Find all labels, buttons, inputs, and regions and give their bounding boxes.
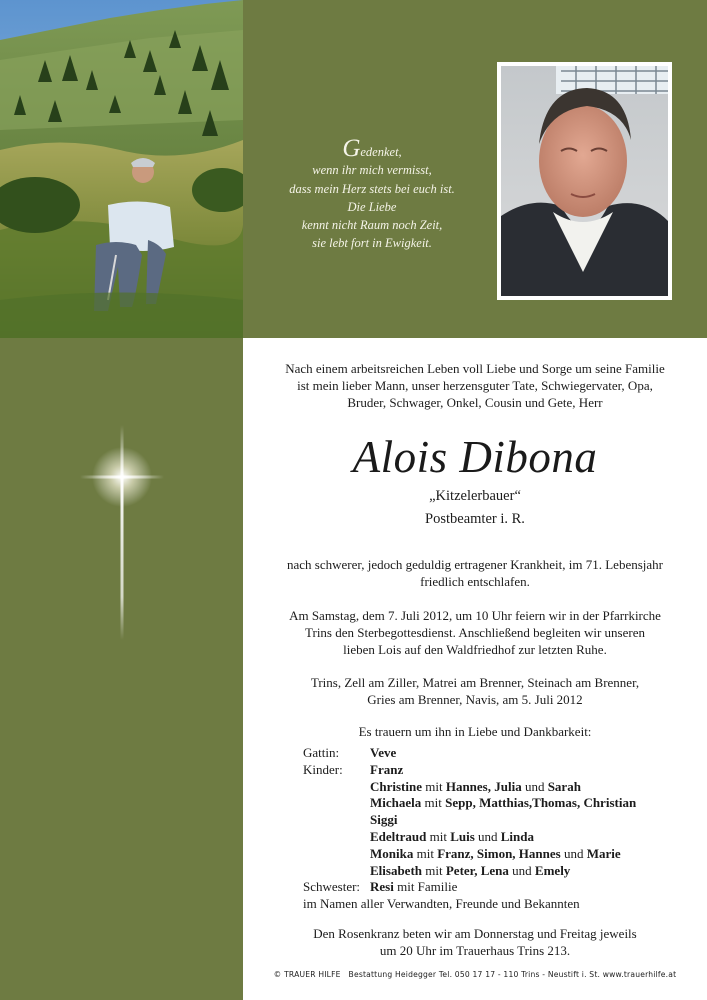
- deceased-name: Alois Dibona: [352, 432, 598, 482]
- portrait-photo: [497, 62, 672, 300]
- verse-first-rest: edenket,: [360, 145, 402, 159]
- intro-line: ist mein lieber Mann, unser herzensguter Tate, Schwiegervater, Opa,: [297, 378, 653, 393]
- connector-text: und: [563, 845, 584, 861]
- footer-text: Bestattung Heidegger Tel. 050 17 17 - 110 Trins - Neustift i. St. www.trauerhilfe.at: [348, 970, 677, 979]
- verse-line: kennt nicht Raum noch Zeit,: [301, 218, 443, 233]
- sister-label: Schwester:: [303, 879, 361, 895]
- children-label: Kinder:: [303, 761, 343, 777]
- child-name: Monika: [370, 845, 414, 861]
- death-line: friedlich entschlafen.: [420, 574, 530, 589]
- deceased-title: Postbeamter i. R.: [425, 511, 525, 527]
- death-paragraph: [243, 556, 707, 590]
- footer: [243, 970, 707, 979]
- connector-text: mit: [416, 845, 434, 861]
- grandchild-name: Linda: [500, 828, 535, 844]
- verse-line-first: [262, 135, 482, 162]
- mourner-row: [303, 863, 703, 880]
- verse-line: Die Liebe: [347, 199, 397, 214]
- death-line: nach schwerer, jedoch geduldig ertragener Krankheit, im 71. Lebensjahr: [287, 557, 663, 572]
- intro-line: Nach einem arbeitsreichen Leben voll Liebe und Sorge um seine Familie: [285, 361, 665, 376]
- intro-line: Bruder, Schwager, Onkel, Cousin und Gete, Herr: [347, 395, 603, 410]
- landscape-photo: [0, 0, 243, 338]
- connector-text: mit: [425, 862, 443, 878]
- connector-text: mit: [425, 778, 443, 794]
- child-name: Siggi: [370, 812, 398, 828]
- places-paragraph: [243, 674, 707, 708]
- connector-text: mit: [429, 828, 447, 844]
- service-line: Trins den Sterbegottesdienst. Anschließend begleiten wir unseren: [305, 625, 645, 640]
- cross-icon: [70, 420, 174, 645]
- rosary-line: Den Rosenkranz beten wir am Donnerstag und Freitag jeweils: [313, 926, 637, 941]
- child-name: Franz: [370, 761, 404, 777]
- grandchildren-names: Franz, Simon, Hannes: [437, 845, 561, 861]
- grandchildren-names: Hannes, Julia: [445, 778, 522, 794]
- footer-brand: © TRAUER HILFE: [273, 970, 341, 979]
- child-name: Michaela: [370, 795, 422, 811]
- mourner-row: [303, 846, 703, 863]
- grandchild-name: Marie: [586, 845, 621, 861]
- spouse-name: Veve: [370, 745, 397, 760]
- mourner-row: [303, 896, 703, 913]
- grandchild-name: Emely: [534, 862, 571, 878]
- relatives-line: im Namen aller Verwandten, Freunde und Bekannten: [303, 896, 580, 912]
- mourner-row: [303, 745, 703, 762]
- grandchildren-names: Sepp, Matthias,Thomas, Christian: [445, 795, 637, 811]
- mourners-list: [303, 745, 703, 913]
- intro-paragraph: [243, 360, 707, 411]
- mourner-row: [303, 795, 703, 812]
- child-name: Edeltraud: [370, 828, 427, 844]
- connector-text: und: [524, 778, 545, 794]
- mourner-row: [303, 829, 703, 846]
- grandchild-name: Luis: [450, 828, 475, 844]
- connector-text: und: [478, 828, 498, 844]
- verse-line: dass mein Herz stets bei euch ist.: [289, 181, 455, 196]
- mourner-row: [303, 762, 703, 779]
- mourner-row: [303, 779, 703, 796]
- deceased-nickname: „Kitzelerbauer“: [429, 488, 521, 504]
- connector-text: und: [512, 862, 532, 878]
- rosary-line: um 20 Uhr im Trauerhaus Trins 213.: [379, 943, 571, 958]
- places-line: Trins, Zell am Ziller, Matrei am Brenner, Steinach am Brenner,: [310, 675, 640, 690]
- verse-line: sie lebt fort in Ewigkeit.: [312, 236, 432, 251]
- mourner-row: [303, 812, 703, 829]
- announcement-text: [243, 338, 707, 1000]
- connector-text: mit: [424, 795, 442, 811]
- service-line: lieben Lois auf den Waldfriedhof zur letzten Ruhe.: [343, 642, 607, 657]
- spouse-label: Gattin:: [303, 745, 340, 760]
- mourning-intro: Es trauern um ihn in Liebe und Dankbarkeit:: [358, 724, 592, 739]
- sister-name: Resi: [370, 879, 394, 895]
- child-name: Christine: [370, 778, 422, 794]
- rosary-paragraph: [243, 925, 707, 959]
- service-line: Am Samstag, dem 7. Juli 2012, um 10 Uhr feiern wir in der Pfarrkirche: [289, 608, 661, 623]
- verse-initial: G: [342, 135, 361, 162]
- grandchild-name: Sarah: [547, 778, 581, 794]
- grandchildren-names: Peter, Lena: [445, 862, 509, 878]
- connector-text: mit Familie: [397, 879, 458, 895]
- places-line: Gries am Brenner, Navis, am 5. Juli 2012: [367, 692, 583, 707]
- child-name: Elisabeth: [370, 862, 423, 878]
- mourner-row: [303, 879, 703, 896]
- service-paragraph: [243, 607, 707, 658]
- memorial-verse: [262, 135, 482, 253]
- verse-line: wenn ihr mich vermisst,: [312, 163, 432, 178]
